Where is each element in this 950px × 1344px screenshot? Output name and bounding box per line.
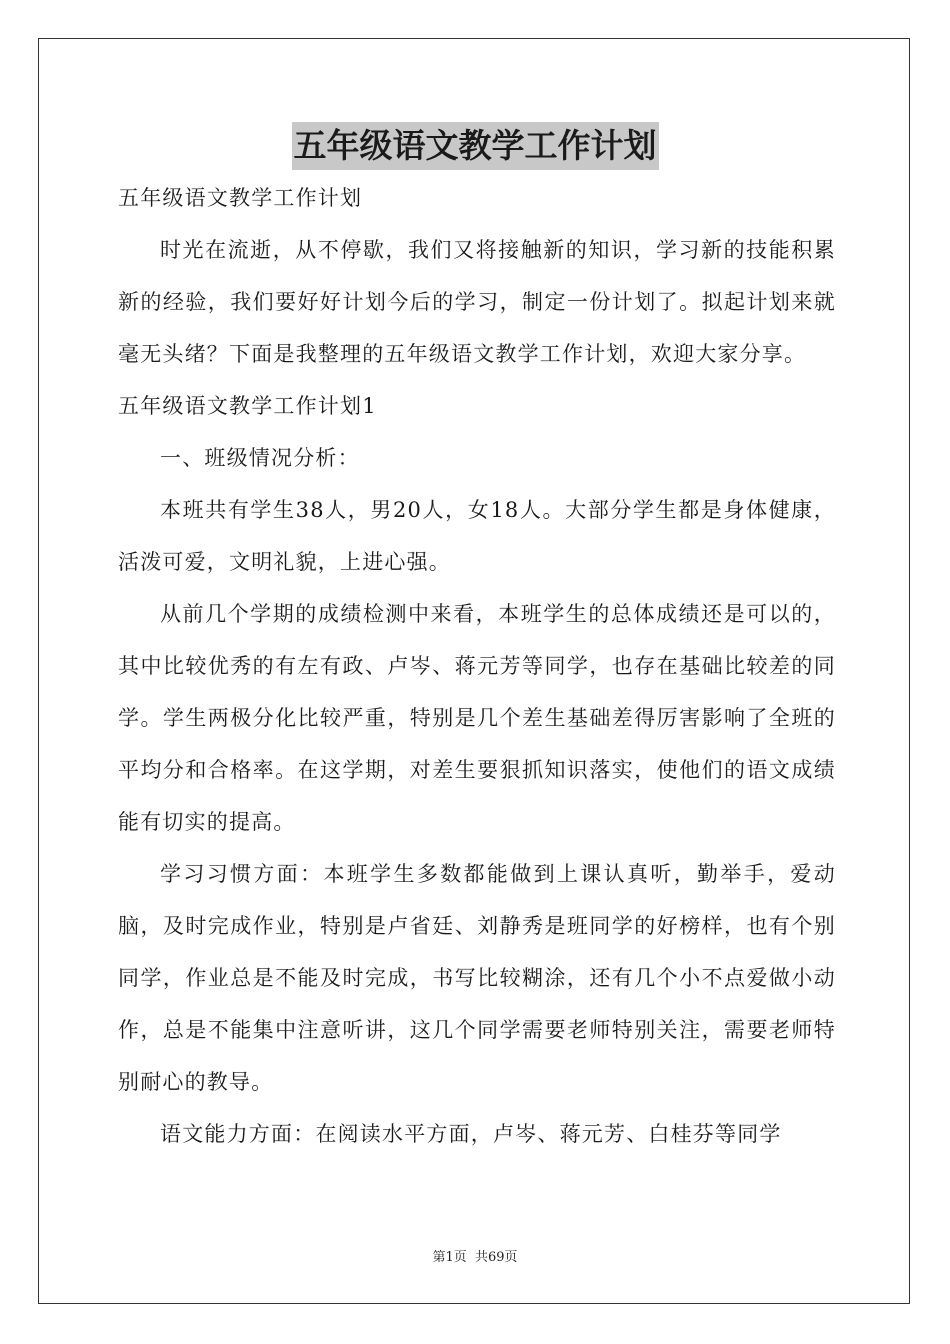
document-body <box>118 172 836 1160</box>
title-area <box>0 122 950 170</box>
paragraph: 语文能力方面：在阅读水平方面，卢岑、蒋元芳、白桂芬等同学 <box>160 1122 782 1146</box>
paragraph: 本班共有学生38人，男20人，女18人。大部分学生都是身体健康，活泼可爱，文明礼貌，上进心强。 <box>118 498 836 574</box>
section-heading: 五年级语文教学工作计划1 <box>118 394 377 418</box>
paragraph: 时光在流逝，从不停歇，我们又将接触新的知识，学习新的技能积累新的经验，我们要好好计划今后的学习，制定一份计划了。拟起计划来就毫无头绪？下面是我整理的五年级语文教学工作计划，欢迎大家分享。 <box>118 238 836 366</box>
paragraph: 五年级语文教学工作计划 <box>118 186 363 210</box>
page-total: 共69页 <box>474 1250 518 1265</box>
page-footer <box>0 1246 950 1265</box>
paragraph: 学习习惯方面：本班学生多数都能做到上课认真听，勤举手，爱动脑，及时完成作业，特别是卢省廷、刘静秀是班同学的好榜样，也有个别同学，作业总是不能及时完成，书写比较糊涂，还有几个小不点爱做小动作，总是不能集中注意听讲，这几个同学需要老师特别关注，需要老师特别耐心的教导。 <box>118 862 836 1094</box>
paragraph: 从前几个学期的成绩检测中来看，本班学生的总体成绩还是可以的，其中比较优秀的有左有政、卢岑、蒋元芳等同学，也存在基础比较差的同学。学生两极分化比较严重，特别是几个差生基础差得厉害影响了全班的平均分和合格率。在这学期，对差生要狠抓知识落实，使他们的语文成绩能有切实的提高。 <box>118 602 836 834</box>
document-title: 五年级语文教学工作计划 <box>292 122 659 170</box>
page-number: 第1页 <box>432 1250 467 1265</box>
subsection-heading: 一、班级情况分析： <box>160 446 360 470</box>
